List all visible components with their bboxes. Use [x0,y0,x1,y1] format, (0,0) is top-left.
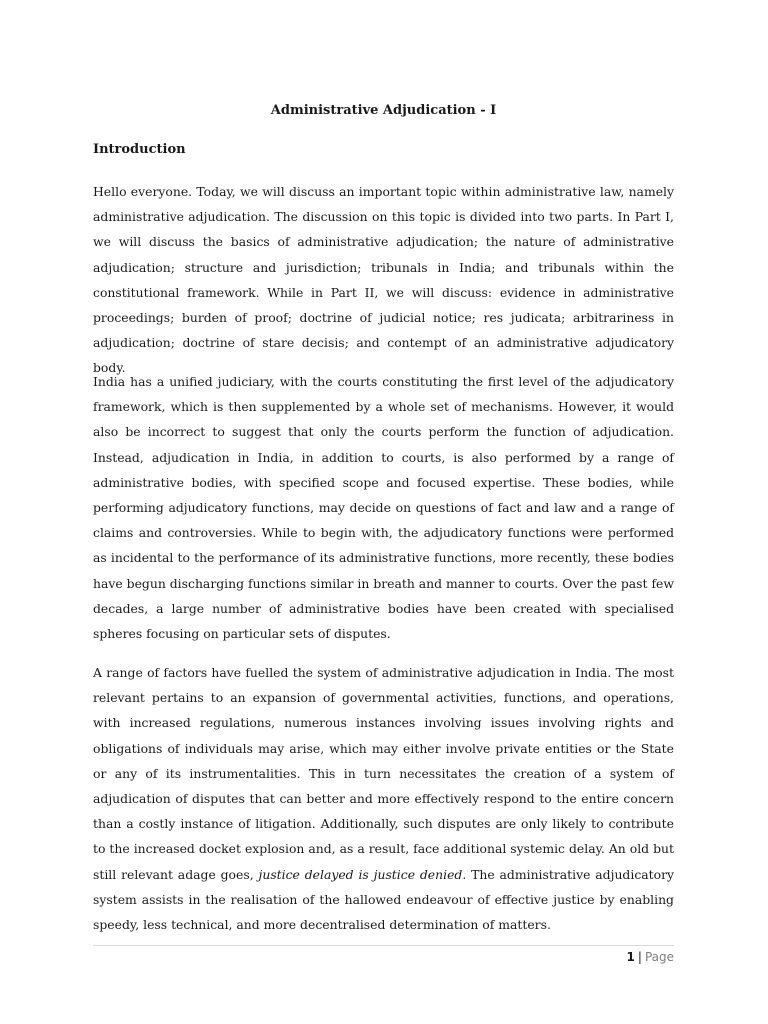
paragraph-2: India has a unified judiciary, with the courts constituting the first level of the adjudicatory framework, which is then supplemented by a whole set of mechanisms. However, it would also be incorrect to suggest that only the courts perform the function of adjudication. Instead, adjudication in India, in addition to courts, is also performed by a range of administrative bodies, with specified scope and focused expertise. These bodies, while performing adjudicatory functions, may decide on questions of fact and law and a range of claims and controversies. While to begin with, the adjudicatory functions were performed as incidental to the performance of its administrative functions, more recently, these bodies have begun discharging functions similar in breath and manner to courts. Over the past few decades, a large number of administrative bodies have been created with specialised spheres focusing on particular sets of disputes. [93,374,674,642]
adage-italic: justice delayed is justice denied [258,866,463,882]
document-title: Administrative Adjudication - I [270,103,497,118]
footer-separator: | [637,950,642,964]
paragraph-3-text-start: A range of factors have fuelled the system of administrative adjudication in India. The most relevant pertains to an expansion of governmental activities, functions, and operations, with increased regulations, numerous instances involving issues involving rights and obligations of individuals may arise, which may either involve private entities or the State or any of its instrumentalities. This in turn necessitates the creation of a system of adjudication of disputes that can better and more effectively respond to the entire concern than a costly instance of litigation. Additionally, such disputes are only likely to contribute to the increased docket explosion and, as a result, face additional systemic delay. An old but still relevant adage goes, [93,665,674,882]
page-number: 1 [626,950,635,964]
paragraph-3-text-end: . The administrative adjudicatory system assists in the realisation of the hallowed endeavour of effective justice by enabling speedy, less technical, and more decentralised determination of matters. [93,866,675,933]
paragraph-3 [93,660,674,937]
section-heading-introduction: Introduction [93,142,186,157]
footer-divider [93,945,674,946]
page-label: Page [644,950,674,964]
page-content [93,0,674,1024]
page-footer [627,948,674,966]
paragraph-1: Hello everyone. Today, we will discuss an important topic within administrative law, namely administrative adjudication. The discussion on this topic is divided into two parts. In Part I, we will discuss the basics of administrative adjudication; the nature of administrative adjudication; structure and jurisdiction; tribunals in India; and tribunals within the constitutional framework. While in Part II, we will discuss: evidence in administrative proceedings; burden of proof; doctrine of judicial notice; res judicata; arbitrariness in adjudication; doctrine of stare decisis; and contempt of an administrative adjudicatory body. [93,184,674,376]
